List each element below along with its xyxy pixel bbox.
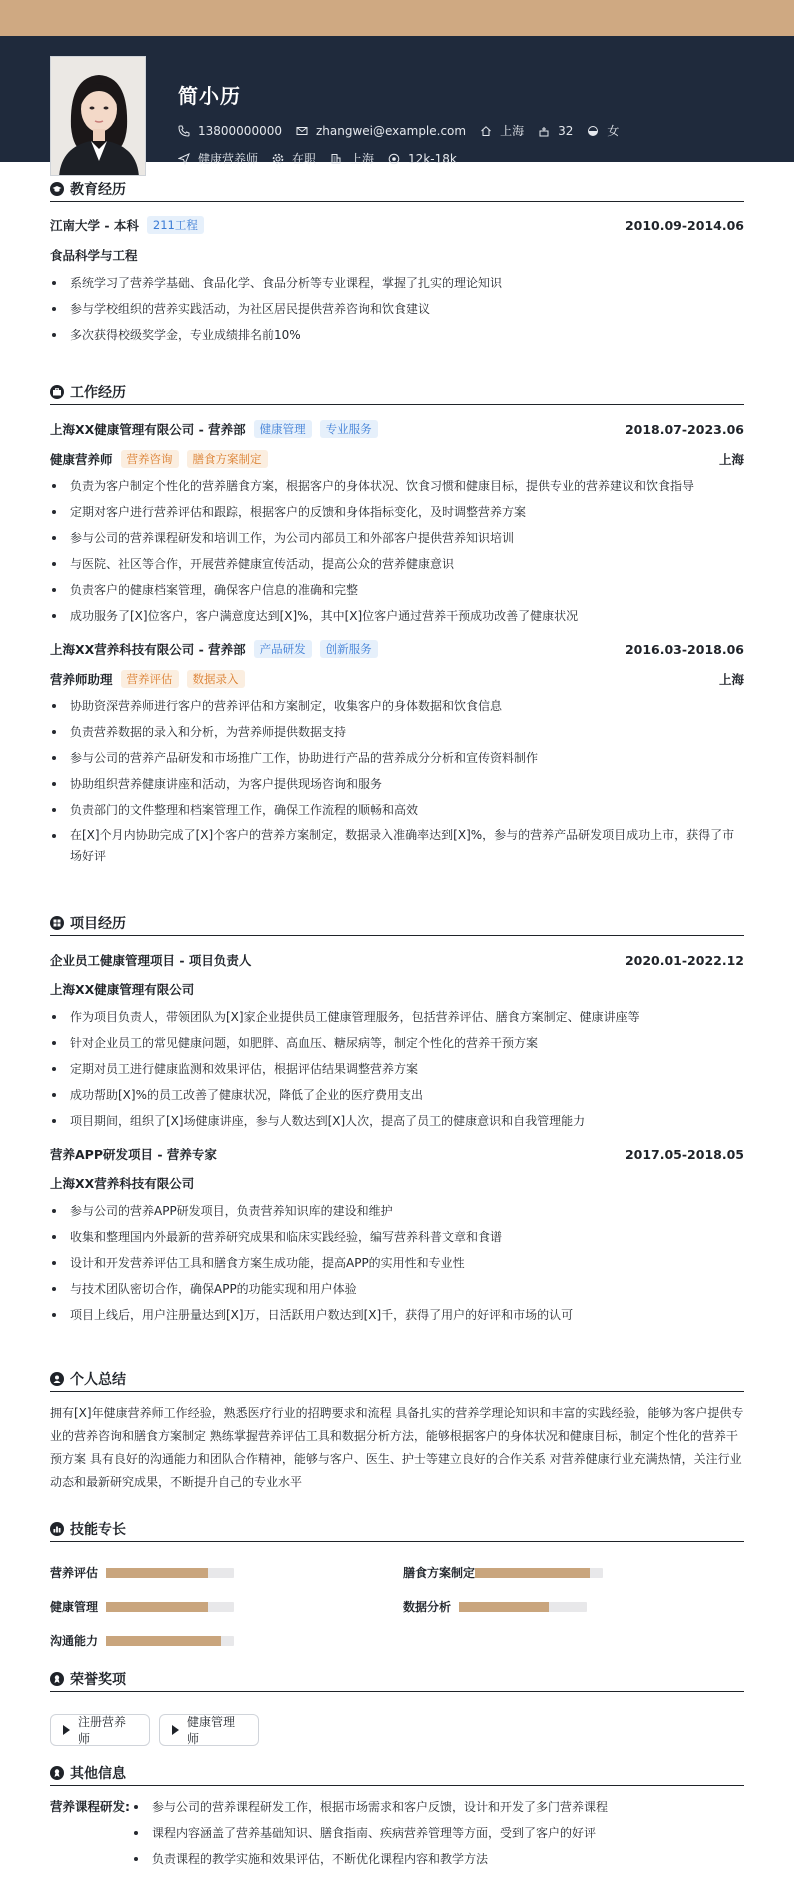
skill-item bbox=[403, 1598, 587, 1615]
role-tag: 膳食方案制定 bbox=[187, 450, 268, 468]
job-header-row bbox=[50, 419, 744, 439]
email-text: zhangwei@example.com bbox=[315, 123, 467, 138]
job-city: 上海 bbox=[718, 672, 744, 687]
bar-chart-icon bbox=[50, 1522, 64, 1536]
job-header-row bbox=[50, 639, 744, 659]
skill-item bbox=[50, 1598, 234, 1615]
project-org: 上海XX营养科技有限公司 bbox=[50, 1176, 195, 1191]
projects-heading: 项目经历 bbox=[50, 914, 744, 936]
building-icon bbox=[330, 153, 342, 165]
skill-bar-fill bbox=[106, 1568, 208, 1578]
candidate-name: 简小历 bbox=[178, 84, 241, 108]
phone-text: 13800000000 bbox=[198, 123, 282, 138]
status-item bbox=[272, 150, 316, 167]
list-item: 负责客户的健康档案管理，确保客户信息的准确和完整 bbox=[50, 577, 744, 603]
user-icon bbox=[50, 1372, 64, 1386]
job-bullets bbox=[50, 693, 744, 870]
education-date: 2010.09-2014.06 bbox=[624, 217, 744, 233]
role-row bbox=[50, 449, 744, 469]
list-item: 负责为客户制定个性化的营养膳食方案，根据客户的身体状况、饮食习惯和健康目标，提供专业的营养建议和饮食指导 bbox=[50, 473, 744, 499]
list-item: 针对企业员工的常见健康问题，如肥胖、高血压、糖尿病等，制定个性化的营养干预方案 bbox=[50, 1030, 744, 1056]
awards-heading: 荣誉奖项 bbox=[50, 1670, 744, 1692]
list-item: 成功服务了[X]位客户，客户满意度达到[X]%，其中[X]位客户通过营养干预成功改善了健康状况 bbox=[50, 603, 744, 629]
skill-bar bbox=[459, 1602, 587, 1612]
summary-text: 拥有[X]年健康营养师工作经验，熟悉医疗行业的招聘要求和流程 具备扎实的营养学理论知识和丰富的实践经验，能够为客户提供专业的营养咨询和膳食方案制定 熟练掌握营养评估工具和数据分析方法，能够根据客户的身体状况和健康目标，制定个性化的营养干预方案 具有良好的沟通能力和团队合作精神，能够与客户、医生、护士等建立良好的合作关系 对营养健康行业充满热情，关注行业动态和最新研究成果，不断提升自己的专业水平 bbox=[50, 1406, 744, 1489]
other-section bbox=[50, 1764, 744, 1894]
project-header-row bbox=[50, 1144, 744, 1164]
list-item: 定期对员工进行健康监测和效果评估，根据评估结果调整营养方案 bbox=[50, 1056, 744, 1082]
summary-heading: 个人总结 bbox=[50, 1370, 744, 1392]
gender-text: 女 bbox=[607, 124, 620, 138]
project-bullets bbox=[50, 1004, 744, 1134]
list-item: 成功帮助[X]%的员工改善了健康状况，降低了企业的医疗费用支出 bbox=[50, 1082, 744, 1108]
skills-section bbox=[50, 1520, 744, 1650]
job-item bbox=[178, 150, 258, 167]
graduation-cap-icon bbox=[50, 182, 64, 196]
skill-item bbox=[50, 1632, 234, 1649]
list-item: 参与公司的营养课程研发工作，根据市场需求和客户反馈，设计和开发了多门营养课程 bbox=[132, 1794, 744, 1820]
school-name: 江南大学 - 本科 bbox=[50, 218, 139, 233]
company-name: 上海XX健康管理有限公司 - 营养部 bbox=[50, 422, 246, 437]
list-item: 参与公司的营养APP研发项目，负责营养知识库的建设和维护 bbox=[50, 1198, 744, 1224]
work-section bbox=[50, 383, 744, 870]
contact-row bbox=[178, 122, 633, 139]
skill-name: 营养评估 bbox=[50, 1566, 99, 1580]
send-icon bbox=[178, 153, 190, 165]
skill-name: 膳食方案制定 bbox=[403, 1566, 476, 1580]
skill-name: 沟通能力 bbox=[50, 1634, 99, 1648]
salary-text: 12k-18k bbox=[408, 151, 457, 166]
list-item: 系统学习了营养学基础、食品化学、食品分析等专业课程，掌握了扎实的理论知识 bbox=[50, 270, 744, 296]
salary-item bbox=[388, 152, 457, 166]
age-item bbox=[538, 124, 573, 138]
list-item: 设计和开发营养评估工具和膳食方案生成功能，提高APP的实用性和专业性 bbox=[50, 1250, 744, 1276]
company-tag: 产品研发 bbox=[254, 640, 312, 658]
project-org: 上海XX健康管理有限公司 bbox=[50, 982, 195, 997]
settings-icon bbox=[272, 153, 284, 165]
list-item: 与医院、社区等合作，开展营养健康宣传活动，提高公众的营养健康意识 bbox=[50, 551, 744, 577]
project-header-row bbox=[50, 950, 744, 970]
info-icon bbox=[50, 1766, 64, 1780]
list-item: 负责部门的文件整理和档案管理工作，确保工作流程的顺畅和高效 bbox=[50, 797, 744, 823]
skill-item bbox=[50, 1564, 234, 1581]
job-row bbox=[178, 150, 471, 167]
education-section bbox=[50, 180, 744, 348]
list-item: 负责营养数据的录入和分析，为营养师提供数据支持 bbox=[50, 719, 744, 745]
project-date: 2020.01-2022.12 bbox=[624, 952, 744, 968]
role-name: 营养师助理 bbox=[50, 672, 113, 687]
job-bullets bbox=[50, 473, 744, 629]
skill-bar bbox=[106, 1636, 234, 1646]
other-row bbox=[50, 1794, 744, 1872]
project-bullets bbox=[50, 1198, 744, 1328]
list-item: 协助组织营养健康讲座和活动，为客户提供现场咨询和服务 bbox=[50, 771, 744, 797]
role-tag: 营养评估 bbox=[121, 670, 179, 688]
job-date: 2016.03-2018.06 bbox=[624, 641, 744, 657]
email-item bbox=[296, 124, 466, 138]
city-item bbox=[480, 122, 524, 139]
top-accent-strip bbox=[0, 0, 794, 36]
skill-item bbox=[403, 1564, 603, 1581]
major-name: 食品科学与工程 bbox=[50, 248, 138, 263]
school-tag: 211工程 bbox=[147, 216, 204, 234]
grid-icon bbox=[50, 916, 64, 930]
list-item: 课程内容涵盖了营养基础知识、膳食指南、疾病营养管理等方面，受到了客户的好评 bbox=[132, 1820, 744, 1846]
phone-item bbox=[178, 124, 282, 138]
cake-icon bbox=[538, 125, 550, 137]
work-city-item bbox=[330, 150, 374, 167]
gender-item bbox=[587, 122, 619, 139]
play-icon bbox=[63, 1725, 70, 1735]
list-item: 收集和整理国内外最新的营养研究成果和临床实践经验，编写营养科普文章和食谱 bbox=[50, 1224, 744, 1250]
skills-heading: 技能专长 bbox=[50, 1520, 744, 1542]
project-name: 企业员工健康管理项目 - 项目负责人 bbox=[50, 953, 252, 968]
skill-bar bbox=[106, 1602, 234, 1612]
company-tag: 健康管理 bbox=[254, 420, 312, 438]
skill-bar bbox=[475, 1568, 603, 1578]
phone-icon bbox=[178, 125, 190, 137]
company-tag: 专业服务 bbox=[320, 420, 378, 438]
profile-photo bbox=[50, 56, 146, 176]
briefcase-icon bbox=[50, 385, 64, 399]
education-heading: 教育经历 bbox=[50, 180, 744, 202]
other-heading: 其他信息 bbox=[50, 1764, 744, 1786]
skill-bar-fill bbox=[475, 1568, 590, 1578]
awards-list bbox=[50, 1714, 744, 1746]
list-item: 协助资深营养师进行客户的营养评估和方案制定，收集客户的身体数据和饮食信息 bbox=[50, 693, 744, 719]
list-item: 与技术团队密切合作，确保APP的功能实现和用户体验 bbox=[50, 1276, 744, 1302]
awards-section bbox=[50, 1670, 744, 1750]
list-item: 在[X]个月内协助完成了[X]个客户的营养方案制定，数据录入准确率达到[X]%，参与的营养产品研发项目成功上市，获得了市场好评 bbox=[50, 823, 744, 870]
role-name: 健康营养师 bbox=[50, 452, 113, 467]
list-item: 参与公司的营养产品研发和市场推广工作，协助进行产品的营养成分分析和宣传资料制作 bbox=[50, 745, 744, 771]
award-chip: 注册营养师 bbox=[50, 1714, 150, 1746]
list-item: 多次获得校级奖学金，专业成绩排名前10% bbox=[50, 322, 744, 348]
skill-name: 数据分析 bbox=[403, 1600, 452, 1614]
company-name: 上海XX营养科技有限公司 - 营养部 bbox=[50, 642, 246, 657]
profile-header bbox=[0, 36, 794, 166]
summary-section bbox=[50, 1370, 744, 1494]
award-icon bbox=[50, 1672, 64, 1686]
skill-bar bbox=[106, 1568, 234, 1578]
gender-icon bbox=[587, 125, 599, 137]
age-text: 32 bbox=[558, 123, 574, 138]
list-item: 作为项目负责人，带领团队为[X]家企业提供员工健康管理服务，包括营养评估、膳食方案制定、健康讲座等 bbox=[50, 1004, 744, 1030]
list-item: 参与学校组织的营养实践活动，为社区居民提供营养咨询和饮食建议 bbox=[50, 296, 744, 322]
list-item: 项目期间，组织了[X]场健康讲座，参与人数达到[X]人次，提高了员工的健康意识和自我管理能力 bbox=[50, 1108, 744, 1134]
company-tag: 创新服务 bbox=[320, 640, 378, 658]
skill-bar-fill bbox=[459, 1602, 549, 1612]
status-text: 在职 bbox=[292, 152, 317, 166]
award-chip: 健康管理师 bbox=[159, 1714, 259, 1746]
skill-bar-fill bbox=[106, 1602, 208, 1612]
job-city: 上海 bbox=[718, 452, 744, 467]
project-date: 2017.05-2018.05 bbox=[624, 1146, 744, 1162]
job-date: 2018.07-2023.06 bbox=[624, 421, 744, 437]
list-item: 项目上线后，用户注册量达到[X]万，日活跃用户数达到[X]千，获得了用户的好评和市场的认可 bbox=[50, 1302, 744, 1328]
skill-name: 健康管理 bbox=[50, 1600, 99, 1614]
other-bullets bbox=[132, 1794, 744, 1872]
city-text: 上海 bbox=[500, 124, 525, 138]
education-bullets bbox=[50, 270, 744, 348]
job-text: 健康营养师 bbox=[198, 152, 259, 166]
role-tag: 数据录入 bbox=[187, 670, 245, 688]
projects-section bbox=[50, 914, 744, 1328]
home-icon bbox=[480, 125, 492, 137]
money-icon bbox=[388, 153, 400, 165]
mail-icon bbox=[296, 125, 308, 137]
play-icon bbox=[172, 1725, 179, 1735]
role-tag: 营养咨询 bbox=[121, 450, 179, 468]
list-item: 参与公司的营养课程研发和培训工作，为公司内部员工和外部客户提供营养知识培训 bbox=[50, 525, 744, 551]
other-label: 营养课程研发: bbox=[50, 1799, 130, 1814]
list-item: 负责课程的教学实施和效果评估，不断优化课程内容和教学方法 bbox=[132, 1846, 744, 1872]
project-name: 营养APP研发项目 - 营养专家 bbox=[50, 1147, 217, 1162]
work-city-text: 上海 bbox=[350, 152, 375, 166]
work-heading: 工作经历 bbox=[50, 383, 744, 405]
education-header-row bbox=[50, 216, 744, 234]
role-row bbox=[50, 669, 744, 689]
skill-bar-fill bbox=[106, 1636, 221, 1646]
list-item: 定期对客户进行营养评估和跟踪，根据客户的反馈和身体指标变化，及时调整营养方案 bbox=[50, 499, 744, 525]
